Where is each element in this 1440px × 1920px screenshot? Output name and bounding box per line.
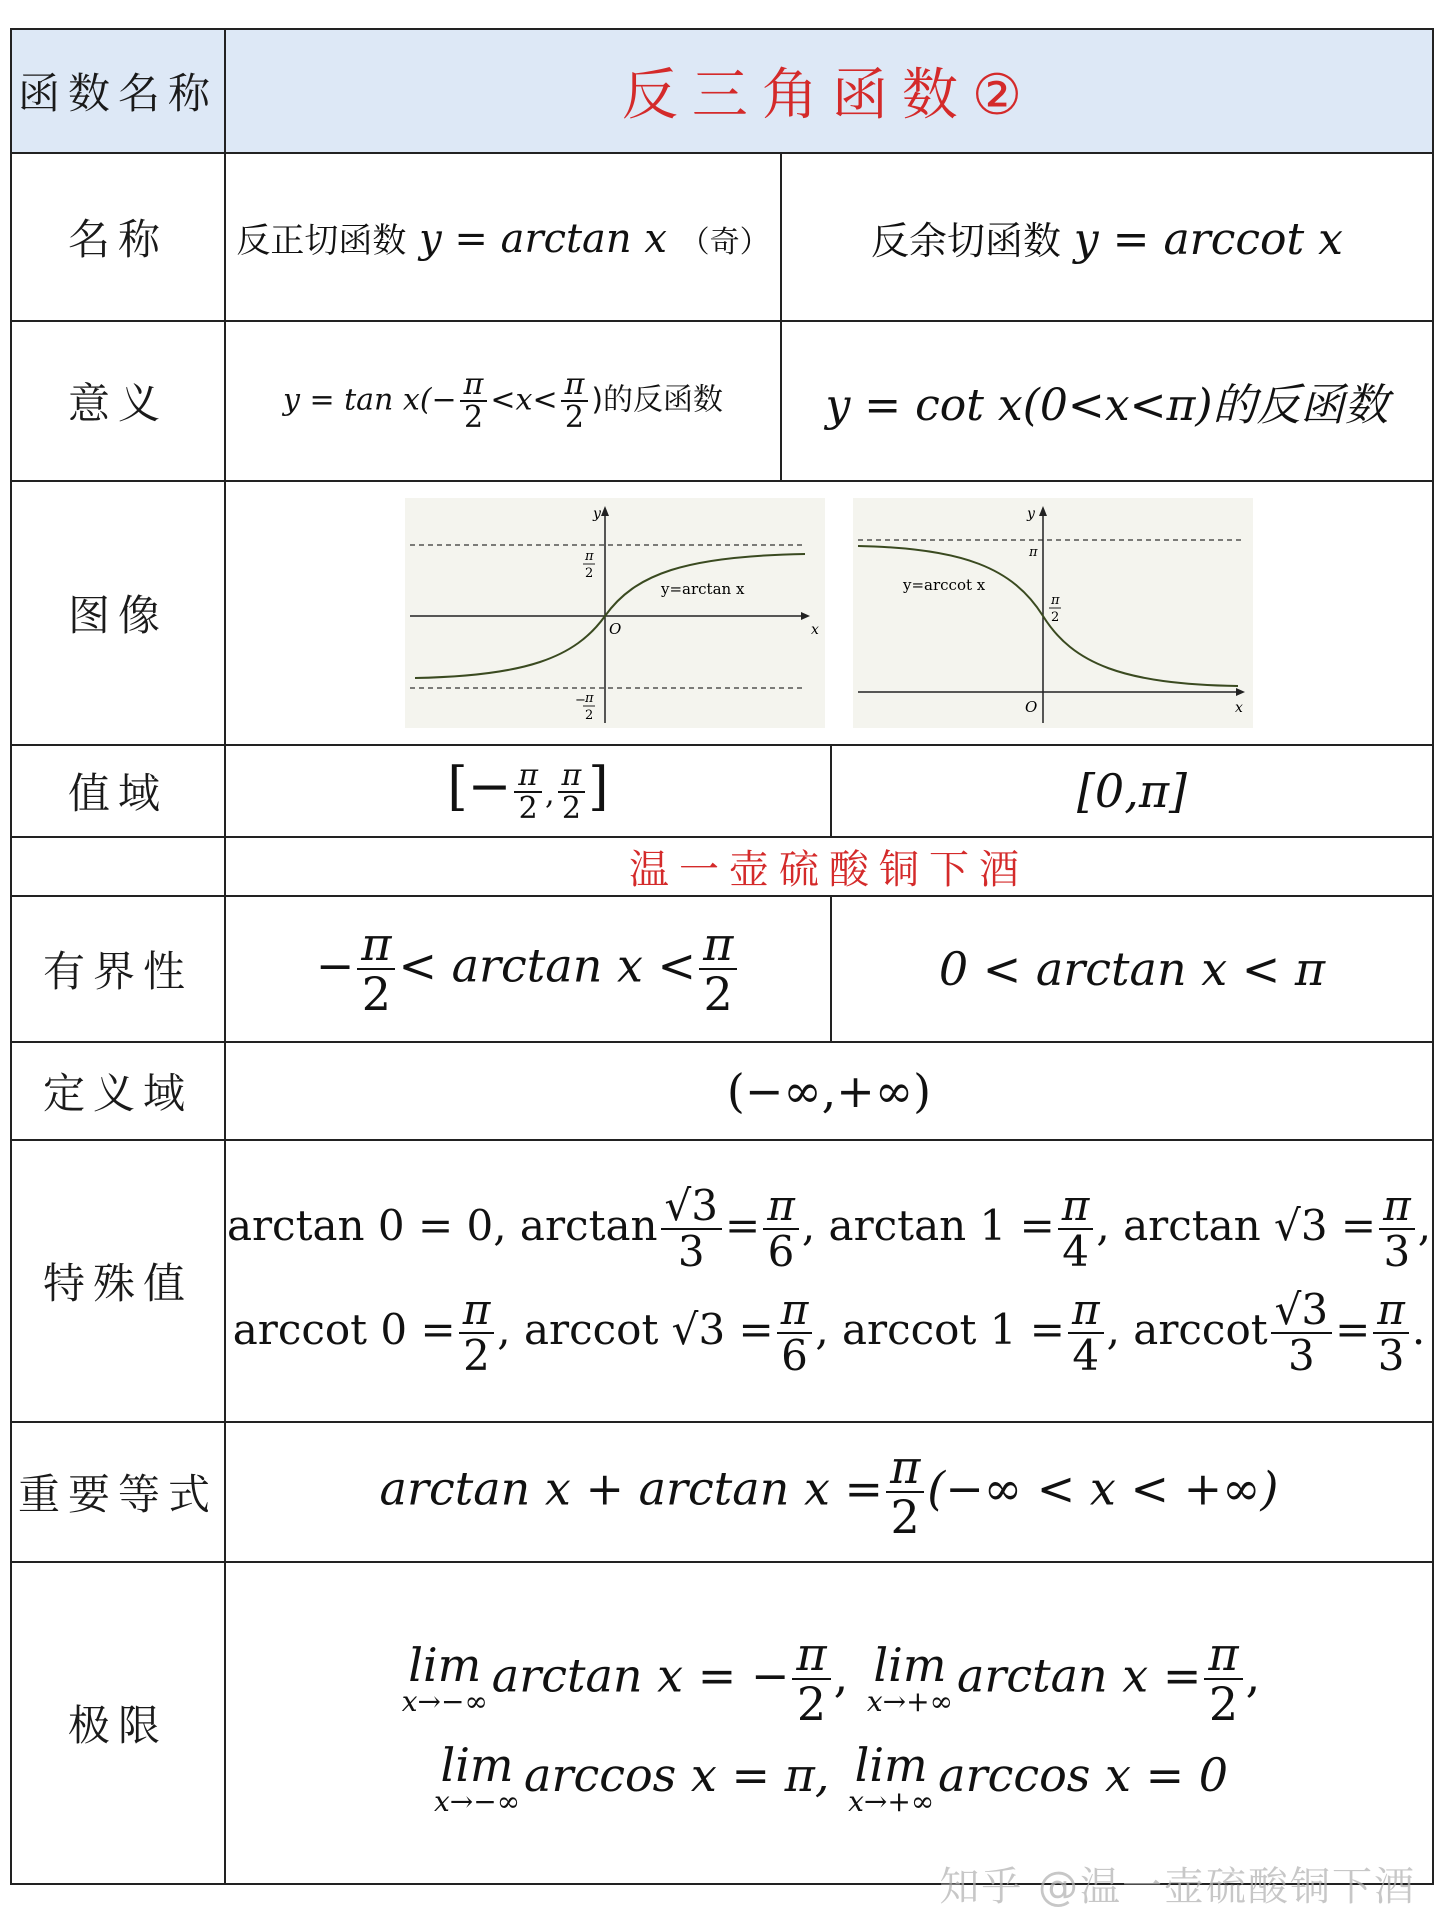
- arccot-origin: O: [1025, 698, 1038, 716]
- frac-den: 2: [1208, 1677, 1239, 1731]
- special-l2-frac-pi3: [1373, 1285, 1409, 1381]
- arctan-bottom-pi: π: [585, 691, 594, 706]
- lim-sub: x→−∞: [433, 1785, 521, 1819]
- row-label-limit: 极限: [11, 1562, 225, 1884]
- special-l1-b: =: [725, 1200, 761, 1250]
- limit-2a-lim: [433, 1738, 521, 1819]
- special-l2-frac-pi6: [777, 1285, 813, 1381]
- special-l1-frac-pi4: [1058, 1180, 1094, 1276]
- header-label: 函数名称: [11, 29, 225, 153]
- meaning-right-cell: [781, 321, 1433, 481]
- arctan-top-pi: π: [585, 549, 594, 564]
- frac-num: π: [763, 1184, 799, 1230]
- meaning-left-a: y = tan x(−: [282, 382, 457, 417]
- range-left-frac2: [558, 757, 586, 827]
- arctan-curve-label: y=arctan x: [661, 580, 745, 598]
- limit-1d: ,: [1245, 1648, 1261, 1702]
- frac-den: 4: [1072, 1331, 1100, 1381]
- special-line-2: [226, 1285, 1432, 1381]
- bounded-left-cell: [225, 896, 831, 1042]
- range-left-close: ]: [588, 757, 609, 818]
- limit-line-1: [226, 1626, 1432, 1731]
- frac-den: 2: [703, 967, 733, 1021]
- name-left-cell: [225, 153, 781, 321]
- special-l1-a: arctan 0 = 0, arctan: [226, 1200, 658, 1250]
- frac-den: 4: [1062, 1226, 1089, 1276]
- arccot-curve-label: y=arccot x: [903, 576, 986, 594]
- meaning-left-frac2: [561, 366, 589, 435]
- frac-num: √3: [661, 1184, 722, 1230]
- limit-1a-expr: arctan x = −: [491, 1648, 790, 1702]
- bounded-left-frac1: [357, 916, 395, 1021]
- bounded-left-minus: −: [315, 938, 355, 992]
- special-l1-e: ,: [1417, 1200, 1432, 1250]
- row-label-domain: 定义域: [11, 1042, 225, 1140]
- meaning-left-mid: <x<: [490, 382, 558, 417]
- name-left-formula: y = arctan x: [419, 215, 667, 262]
- limit-line-2: [226, 1738, 1432, 1819]
- frac-num: π: [699, 920, 737, 970]
- lim-word: lim: [440, 1738, 514, 1793]
- range-right-cell: [831, 745, 1433, 837]
- frac-num: π: [777, 1288, 813, 1334]
- limit-1c-lim: [866, 1638, 953, 1718]
- range-right: [0,π]: [1076, 764, 1187, 818]
- name-right-text: 反余切函数: [871, 218, 1062, 263]
- special-l2-frac-pi2: [459, 1285, 495, 1381]
- arccot-mid-two: 2: [1051, 610, 1060, 625]
- frac-num: π: [514, 760, 542, 794]
- frac-den: 2: [463, 1331, 490, 1381]
- bounded-right-cell: [831, 896, 1433, 1042]
- identity-right: (−∞ < x < +∞): [927, 1461, 1279, 1515]
- limit-1a-frac: [792, 1626, 830, 1731]
- special-cell: [225, 1140, 1433, 1422]
- frac-den: 3: [1383, 1226, 1411, 1276]
- special-l2-e: =: [1335, 1305, 1371, 1355]
- frac-num: π: [1068, 1288, 1104, 1334]
- arccot-axis-x: x: [1235, 700, 1243, 716]
- arctan-bottom-two: 2: [585, 708, 594, 723]
- identity-cell: [225, 1422, 1433, 1562]
- frac-den: 2: [561, 791, 581, 827]
- arctan-origin: O: [609, 620, 622, 638]
- row-label-range: 值域: [11, 745, 225, 837]
- special-l2-a: arccot 0 =: [232, 1305, 456, 1355]
- frac-den: 2: [463, 400, 484, 435]
- special-l2-d: , arccot: [1106, 1305, 1268, 1355]
- row-label-name: 名称: [11, 153, 225, 321]
- limit-1b: ,: [833, 1648, 849, 1702]
- frac-den: 2: [890, 1490, 920, 1544]
- frac-num: π: [460, 369, 488, 403]
- special-l1-d: , arctan √3 =: [1096, 1200, 1377, 1250]
- frac-den: 6: [767, 1226, 795, 1276]
- limit-cell: [225, 1562, 1433, 1884]
- arccot-graph: [853, 498, 1253, 728]
- special-l2-c: , arccot 1 =: [815, 1305, 1065, 1355]
- frac-num: π: [357, 920, 395, 970]
- lim-sub: x→−∞: [401, 1685, 488, 1718]
- range-left-sep: ,: [545, 777, 555, 813]
- frac-num: π: [1058, 1184, 1094, 1230]
- row-label-graph: 图像: [11, 481, 225, 745]
- frac-den: 2: [361, 967, 391, 1021]
- frac-den: 3: [1287, 1331, 1315, 1381]
- identity-left: arctan x + arctan x =: [379, 1461, 884, 1515]
- row-label-identity: 重要等式: [11, 1422, 225, 1562]
- name-right-formula: y = arccot x: [1073, 213, 1343, 265]
- range-left-frac1: [514, 757, 542, 827]
- bounded-left-frac2: [699, 916, 737, 1021]
- arctan-bottom-minus: −: [575, 693, 586, 708]
- lim-word: lim: [408, 1638, 482, 1692]
- lim-word: lim: [873, 1638, 947, 1692]
- special-l2-frac-sqrt3-3: [1271, 1285, 1332, 1381]
- arctan-axis-x: x: [811, 622, 819, 638]
- special-line-1: [226, 1180, 1432, 1276]
- header-title: 反三角函数②: [225, 29, 1433, 153]
- lim-word: lim: [854, 1738, 928, 1793]
- lim-sub: x→+∞: [866, 1685, 953, 1718]
- bounded-left-mid: < arctan x <: [398, 938, 697, 992]
- lim-sub: x→+∞: [848, 1785, 935, 1819]
- watermark-text: 温一壶硫酸铜下酒: [225, 837, 1433, 896]
- name-left-text: 反正切函数: [236, 220, 407, 261]
- arccot-top-pi: π: [1029, 545, 1038, 560]
- special-l1-frac-sqrt3-3: [661, 1180, 722, 1276]
- special-l1-frac-pi3: [1379, 1180, 1415, 1276]
- special-l1-frac-pi6: [763, 1180, 799, 1276]
- function-table: [10, 28, 1432, 1885]
- name-left-note: （奇）: [679, 224, 770, 260]
- meaning-left-b: )的反函数: [591, 382, 724, 417]
- limit-1a-lim: [401, 1638, 488, 1718]
- frac-den: 3: [677, 1226, 705, 1276]
- limit-1c-expr: arctan x =: [956, 1648, 1202, 1702]
- special-l2-frac-pi4: [1068, 1285, 1104, 1381]
- limit-2a-expr: arccos x = π,: [524, 1748, 830, 1803]
- special-l2-b: , arccot √3 =: [497, 1305, 774, 1355]
- row-label-bounded: 有界性: [11, 896, 225, 1042]
- frac-num: π: [558, 760, 586, 794]
- name-right-cell: [781, 153, 1433, 321]
- limit-1c-frac: [1204, 1626, 1242, 1731]
- range-left-open: [−: [447, 757, 512, 818]
- meaning-left-frac1: [460, 366, 488, 435]
- arccot-axis-y: y: [1027, 506, 1035, 522]
- range-left-cell: [225, 745, 831, 837]
- row-label-special: 特殊值: [11, 1140, 225, 1422]
- frac-num: π: [1379, 1184, 1415, 1230]
- frac-num: π: [561, 369, 589, 403]
- footer-watermark: 知乎 @温一壶硫酸铜下酒: [939, 1864, 1416, 1910]
- identity-frac: [886, 1439, 924, 1544]
- frac-den: 3: [1377, 1331, 1405, 1381]
- watermark-row-left: [11, 837, 225, 896]
- arctan-graph: [405, 498, 825, 728]
- special-l2-f: .: [1411, 1305, 1426, 1355]
- frac-num: π: [1204, 1630, 1242, 1680]
- frac-num: π: [792, 1630, 830, 1680]
- meaning-left-cell: [225, 321, 781, 481]
- frac-num: π: [886, 1443, 924, 1493]
- frac-num: π: [459, 1288, 495, 1334]
- frac-den: 2: [518, 791, 538, 827]
- frac-den: 2: [564, 400, 584, 435]
- limit-2b-expr: arccos x = 0: [938, 1748, 1229, 1803]
- frac-den: 2: [796, 1677, 827, 1731]
- arctan-axis-y: y: [593, 506, 601, 522]
- frac-num: π: [1373, 1288, 1409, 1334]
- graph-container: [226, 498, 1432, 728]
- frac-den: 6: [781, 1331, 808, 1381]
- bounded-right: 0 < arctan x < π: [938, 942, 1326, 996]
- arccot-mid-pi: π: [1051, 593, 1060, 608]
- arctan-top-two: 2: [585, 566, 594, 581]
- row-label-meaning: 意义: [11, 321, 225, 481]
- graph-cell: [225, 481, 1433, 745]
- limit-2b-lim: [848, 1738, 935, 1819]
- special-l1-c: , arctan 1 =: [801, 1200, 1055, 1250]
- domain-value: (−∞,+∞): [225, 1042, 1433, 1140]
- meaning-right-text: y = cot x(0<x<π)的反函数: [825, 380, 1389, 431]
- frac-num: √3: [1271, 1288, 1332, 1334]
